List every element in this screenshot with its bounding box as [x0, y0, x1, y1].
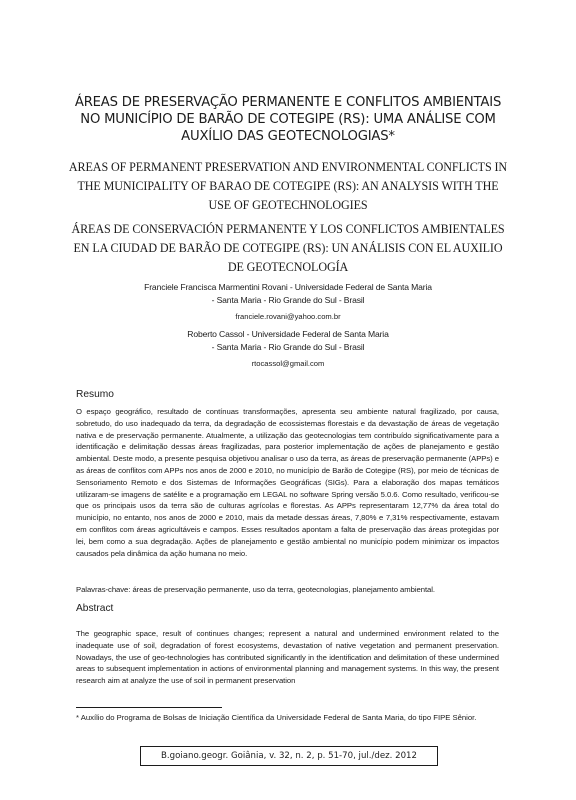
resumo-body: O espaço geográfico, resultado de contínuas transformações, apresenta seu ambiente natural fragilizado, por causa, sobretudo, do uso inadequado da terra, da degradação de ecossistemas florestais e da devastação de áreas de vegetação nativa e de preservação permanente. Atualmente, a utilização das geotecnologias tem contribuído significativamente para a identificação e delimitação dessas áreas fragilizadas, para posterior implementação de ações de planejamento e gestão ambiental. Deste modo, a presente pesquisa objetivou analisar o uso da terra, as áreas de preservação permanente (APPs) e as áreas de conflitos com APPs nos anos de 2000 e 2010, no município de Barão de Cotegipe (RS), por meio de técnicas de Sensoriamento Remoto e dos Sistemas de Informações Geográficas (SIGs). Para a elaboração dos mapas temáticos utilizaram-se imagens de satélite e a programação em LEGAL no software Spring versão 5.0.6. Como resultado, verificou-se que os principais usos da terra são de culturas agrícolas e florestas. As APPs representaram 12,77% da área total do município, no entanto, nos anos de 2000 e 2010, mais da metade dessas áreas, 7,80% e 7,31% respectivamente, estavam em conflitos com áreas agricultáveis e campos. Esses resultados apontam a falta de preservação das áreas protegidas por lei, bem como a sua degradação. Ações de planejamento e gestão ambiental no município podem minimizar os impactos causados pela dinâmica da ação humana no meio. [76, 407, 499, 558]
author-block-2 [90, 328, 486, 370]
author-2-location: - Santa Maria - Rio Grande do Sul - Brasil [211, 342, 365, 352]
author-block-1 [90, 281, 486, 323]
footnote-divider [76, 707, 222, 708]
footnote: * Auxílio do Programa de Bolsas de Iniciação Científica da Universidade Federal de Santa Maria, do tipo FIPE Sênior. [76, 713, 477, 722]
author-1-affiliation: Franciele Francisca Marmentini Rovani - Universidade Federal de Santa Maria [144, 282, 432, 292]
title-english: AREAS OF PERMANENT PRESERVATION AND ENVIRONMENTAL CONFLICTS IN THE MUNICIPALITY OF BARAO DE COTEGIPE (RS): AN ANALYSIS WITH THE USE OF GEOTECHNOLOGIES [68, 160, 508, 212]
author-1-email: franciele.rovani@yahoo.com.br [235, 312, 341, 321]
title-portuguese: ÁREAS DE PRESERVAÇÃO PERMANENTE E CONFLITOS AMBIENTAIS NO MUNICÍPIO DE BARÃO DE COTEGIPE (RS): UMA ANÁLISE COM AUXÍLIO DAS GEOTECNOLOGIAS* [74, 95, 502, 144]
title-spanish: ÁREAS DE CONSERVACIÓN PERMANENTE Y LOS CONFLICTOS AMBIENTALES EN LA CIUDAD DE BARÃO DE COTEGIPE (RS): UN ANÁLISIS CON EL AUXILIO DE GEOTECNOLOGÍA [71, 222, 505, 274]
journal-citation: B.goiano.geogr. Goiânia, v. 32, n. 2, p. 51-70, jul./dez. 2012 [140, 746, 438, 766]
author-2-email: rtocassol@gmail.com [251, 359, 325, 368]
resumo-heading: Resumo [76, 389, 114, 400]
author-1-location: - Santa Maria - Rio Grande do Sul - Brasil [211, 295, 365, 305]
abstract-body: The geographic space, result of continues changes; represent a natural and undermined environment related to the inadequate use of soil, degradation of forest ecosystems, devastation of native vegetation and permanent preservation. Nowadays, the use of geo-technologies has contributed significantly in the identification and delimitation of these undermined areas to subsequent implementation in actions of environmental planning and management systems. In this way, the present research aim at analyze the use of soil in permanent preservation [76, 629, 499, 686]
keywords: Palavras-chave: áreas de preservação permanente, uso da terra, geotecnologias, planejamento ambiental. [76, 585, 435, 594]
author-2-affiliation: Roberto Cassol - Universidade Federal de Santa Maria [187, 329, 389, 339]
abstract-heading: Abstract [76, 603, 114, 614]
